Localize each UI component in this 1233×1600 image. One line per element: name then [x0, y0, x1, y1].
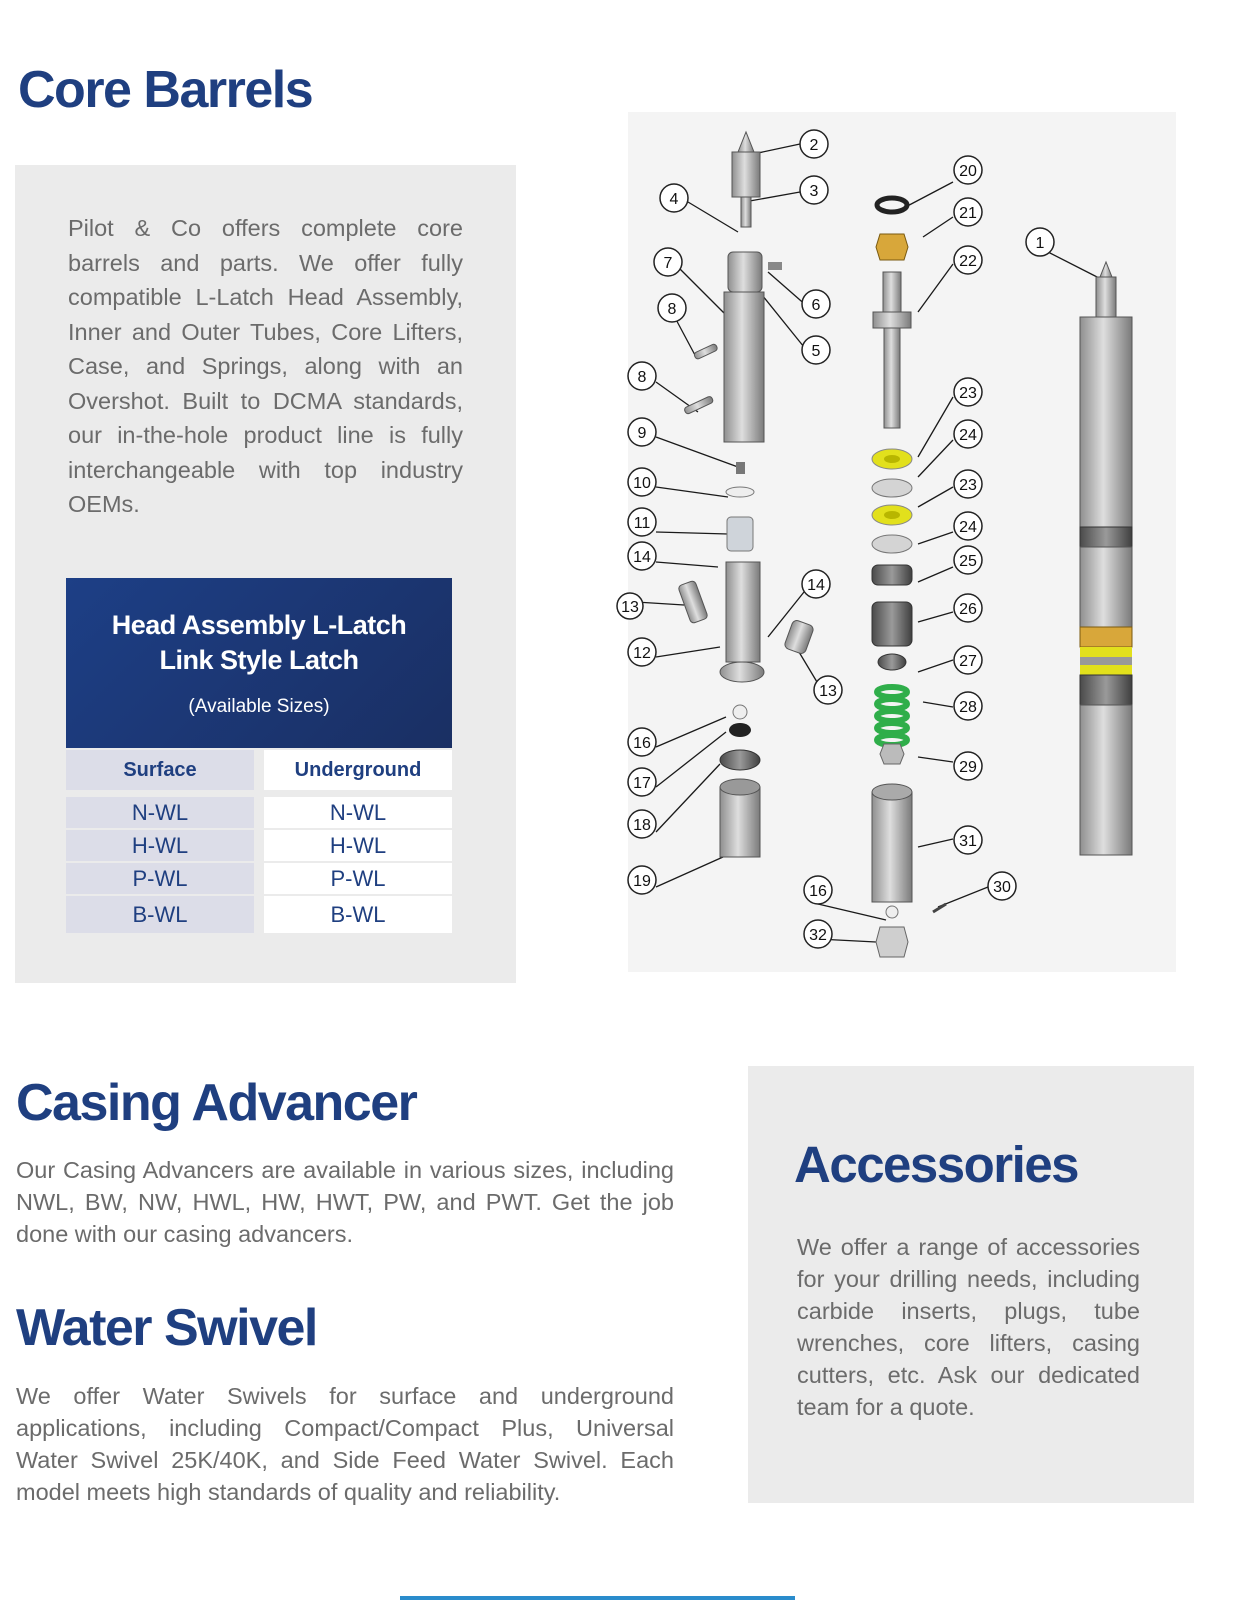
callout-2 — [800, 130, 828, 158]
callout-3 — [800, 176, 828, 204]
svg-text:18: 18 — [633, 817, 651, 834]
callout-31 — [954, 826, 982, 854]
casing-advancer-title: Casing Advancer — [16, 1074, 417, 1132]
callout-11 — [628, 508, 656, 536]
svg-text:13: 13 — [621, 599, 639, 616]
callout-17 — [628, 768, 656, 796]
core-barrel-exploded-diagram — [621, 112, 1176, 972]
svg-text:13: 13 — [819, 683, 837, 700]
svg-text:30: 30 — [993, 879, 1011, 896]
svg-text:12: 12 — [633, 645, 651, 662]
table-cell: N-WL — [264, 797, 452, 828]
table-cell: B-WL — [264, 896, 452, 933]
svg-text:11: 11 — [633, 515, 651, 532]
callout-23 — [954, 378, 982, 406]
callout-26 — [954, 594, 982, 622]
table-cell: P-WL — [66, 863, 254, 894]
svg-text:32: 32 — [809, 927, 827, 944]
casing-advancer-description: Our Casing Advancers are available in various sizes, including NWL, BW, NW, HWL, HW, HWT, PW, and PWT. Get the job done with our casing advancers. — [16, 1157, 674, 1247]
callout-8 — [658, 294, 686, 322]
svg-text:24: 24 — [959, 519, 977, 536]
callout-24 — [954, 512, 982, 540]
assembled-core-barrel — [1080, 262, 1132, 855]
svg-text:23: 23 — [959, 477, 977, 494]
svg-text:2: 2 — [809, 137, 819, 154]
callout-30 — [988, 872, 1016, 900]
accessories-title: Accessories — [794, 1136, 1079, 1193]
svg-text:20: 20 — [959, 163, 977, 180]
svg-text:5: 5 — [811, 343, 821, 360]
svg-text:19: 19 — [633, 873, 651, 890]
svg-text:14: 14 — [807, 577, 825, 594]
svg-text:21: 21 — [959, 205, 977, 222]
water-swivel-title: Water Swivel — [16, 1299, 317, 1357]
callout-24 — [954, 420, 982, 448]
callout-13 — [814, 676, 842, 704]
svg-text:14: 14 — [633, 549, 651, 566]
callout-29 — [954, 752, 982, 780]
callout-6 — [802, 290, 830, 318]
callout-27 — [954, 646, 982, 674]
svg-text:25: 25 — [959, 553, 977, 570]
sizes-table-header — [66, 578, 452, 748]
svg-text:16: 16 — [809, 883, 827, 900]
svg-text:3: 3 — [809, 183, 819, 200]
callout-14 — [628, 542, 656, 570]
table-cell: P-WL — [264, 863, 452, 894]
sizes-table-subtitle: (Available Sizes) — [188, 696, 330, 717]
svg-text:4: 4 — [669, 191, 679, 208]
sizes-table-title-line1: Head Assembly L-Latch — [111, 610, 407, 640]
svg-text:28: 28 — [959, 699, 977, 716]
column-header-surface: Surface — [66, 750, 254, 790]
callout-25 — [954, 546, 982, 574]
svg-text:8: 8 — [637, 369, 647, 386]
core-barrels-title: Core Barrels — [18, 61, 313, 119]
svg-text:24: 24 — [959, 427, 977, 444]
table-cell: H-WL — [66, 830, 254, 861]
svg-text:26: 26 — [959, 601, 977, 618]
callout-7 — [654, 248, 682, 276]
callout-4 — [660, 184, 688, 212]
water-swivel-description: We offer Water Swivels for surface and underground applications, including Compact/Compact Plus, Universal Water Swivel 25K/40K, and Side Feed Water Swivel. Each model meets high standards of quality and reliability. — [16, 1383, 674, 1505]
accessories-description: We offer a range of accessories for your drilling needs, including carbide inserts, plugs, tube wrenches, core lifters, casing cutters, etc. Ask our dedicated team for a quote. — [797, 1234, 1140, 1420]
exploded-view-svg — [621, 112, 1176, 972]
column-header-underground: Underground — [264, 750, 452, 790]
svg-text:8: 8 — [667, 301, 677, 318]
svg-text:10: 10 — [633, 475, 651, 492]
svg-text:23: 23 — [959, 385, 977, 402]
callout-1 — [1026, 228, 1054, 256]
svg-text:27: 27 — [959, 653, 977, 670]
callout-8 — [628, 362, 656, 390]
callout-12 — [628, 638, 656, 666]
callout-10 — [628, 468, 656, 496]
callout-16 — [804, 876, 832, 904]
callout-23 — [954, 470, 982, 498]
callout-32 — [804, 920, 832, 948]
callout-5 — [802, 336, 830, 364]
callout-21 — [954, 198, 982, 226]
table-cell: H-WL — [264, 830, 452, 861]
svg-text:17: 17 — [633, 775, 651, 792]
callout-20 — [954, 156, 982, 184]
callout-18 — [628, 810, 656, 838]
svg-text:7: 7 — [663, 255, 673, 272]
callout-13 — [617, 593, 643, 619]
table-cell: B-WL — [66, 896, 254, 933]
core-barrels-description: Pilot & Co offers complete core barrels and parts. We offer fully compatible L-Latch Head Assembly, Inner and Outer Tubes, Core Lifters, Case, and Springs, along with an Overshot. Built to DCMA standards, our in-the-hole product line is fully interchangeable with top industry OEMs. — [68, 215, 463, 517]
table-cell: N-WL — [66, 797, 254, 828]
sizes-table-title-line2: Link Style Latch — [159, 645, 359, 675]
callout-19 — [628, 866, 656, 894]
svg-text:6: 6 — [811, 297, 821, 314]
svg-text:22: 22 — [959, 253, 977, 270]
bottom-accent-bar — [400, 1596, 795, 1600]
callout-16 — [628, 728, 656, 756]
svg-text:16: 16 — [633, 735, 651, 752]
callout-28 — [954, 692, 982, 720]
left-column-parts — [678, 132, 815, 857]
svg-text:9: 9 — [637, 425, 647, 442]
svg-text:31: 31 — [959, 833, 977, 850]
svg-text:1: 1 — [1035, 235, 1045, 252]
callout-22 — [954, 246, 982, 274]
callout-9 — [628, 418, 656, 446]
svg-text:29: 29 — [959, 759, 977, 776]
callout-14 — [802, 570, 830, 598]
